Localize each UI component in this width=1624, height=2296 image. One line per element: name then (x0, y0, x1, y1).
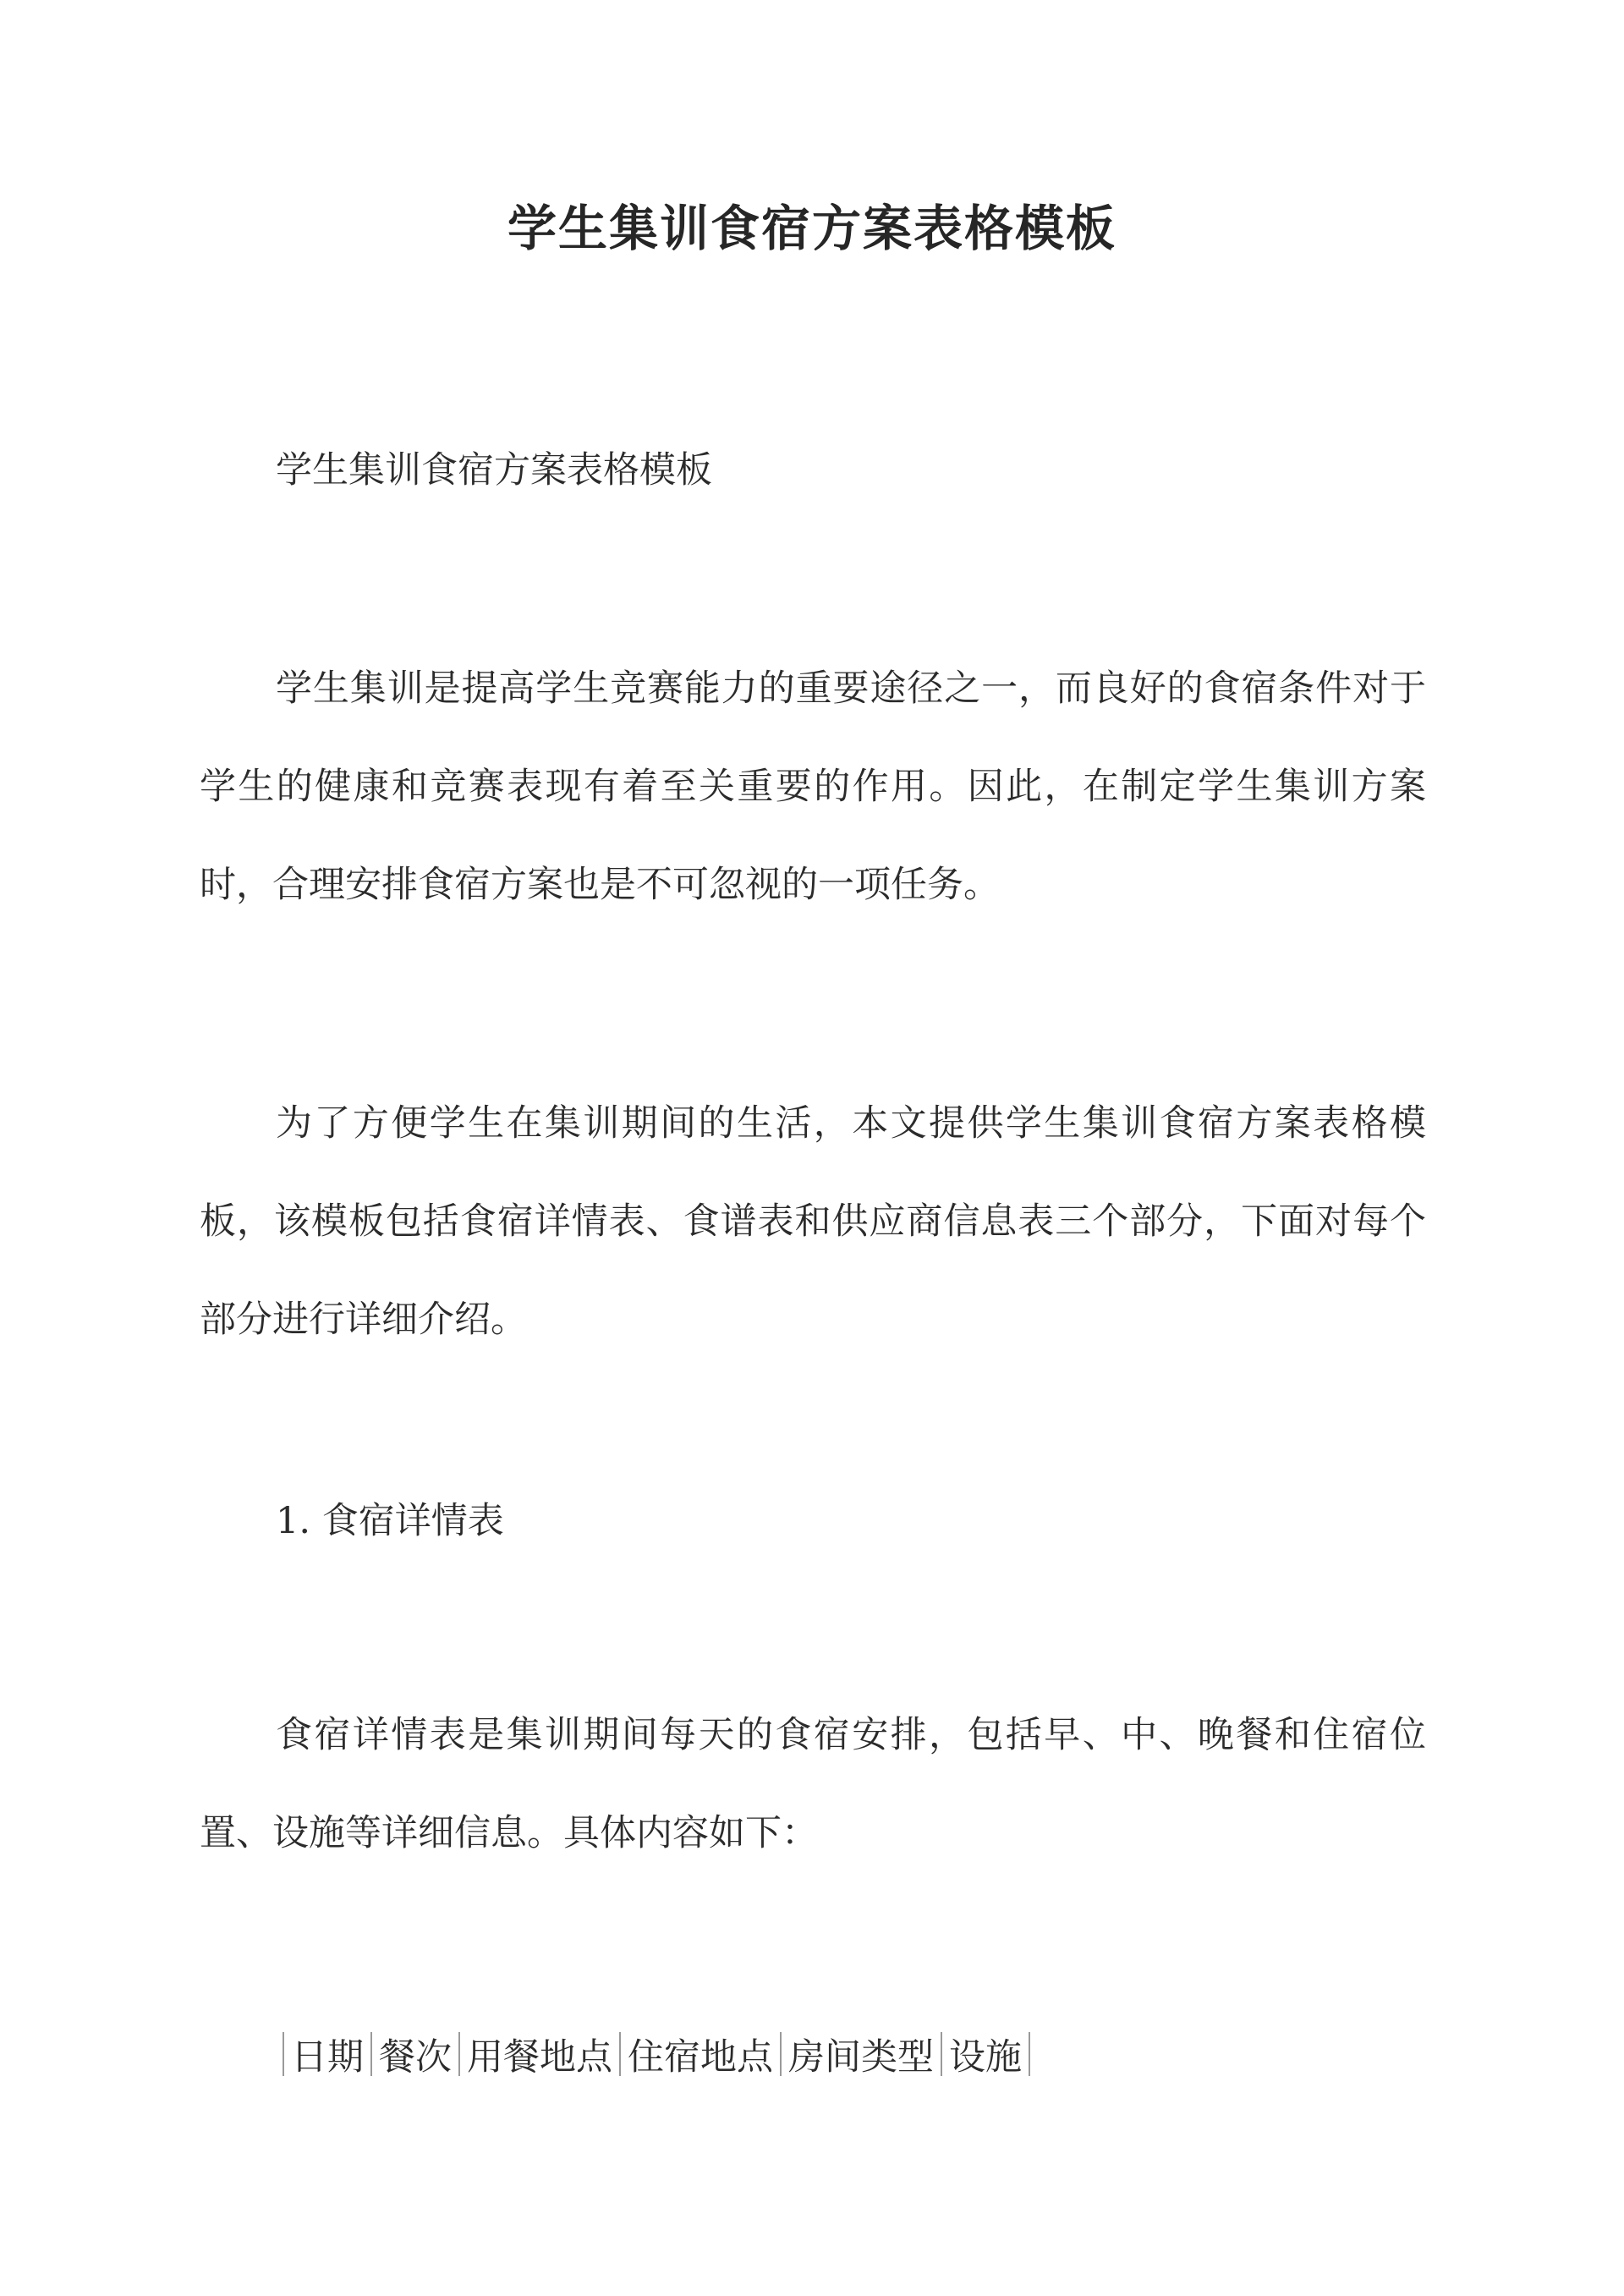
column-divider (458, 2032, 460, 2076)
table-header-meal: 餐次 (379, 2035, 452, 2079)
column-divider (283, 2032, 284, 2076)
column-divider (1029, 2032, 1030, 2076)
intro-paragraph: 学生集训是提高学生竞赛能力的重要途径之一，而良好的食宿条件对于学生的健康和竞赛表现有着至关重要的作用。因此，在制定学生集训方案时，合理安排食宿方案也是不可忽视的一项任务。 (200, 667, 1426, 906)
table-header-dining-location: 用餐地点 (467, 2035, 612, 2079)
purpose-paragraph: 为了方便学生在集训期间的生活，本文提供学生集训食宿方案表格模板，该模板包括食宿详情表、食谱表和供应商信息表三个部分，下面对每个部分进行详细介绍。 (200, 1102, 1426, 1341)
table-header-date: 日期 (291, 2035, 364, 2079)
column-divider (619, 2032, 621, 2076)
table-header-room-type: 房间类型 (788, 2035, 934, 2079)
column-divider (941, 2032, 942, 2076)
table-header-lodging-location: 住宿地点 (628, 2035, 773, 2079)
column-divider (370, 2032, 372, 2076)
section-paragraph: 食宿详情表是集训期间每天的食宿安排，包括早、中、晚餐和住宿位置、设施等详细信息。具体内容如下： (200, 1714, 1426, 1854)
section-heading: 1. 食宿详情表 (276, 1500, 504, 1542)
table-header-facilities: 设施 (949, 2035, 1022, 2079)
document-title: 学生集训食宿方案表格模板 (507, 200, 1116, 257)
table-header-row (276, 2005, 1037, 2103)
document-subtitle: 学生集训食宿方案表格模板 (276, 449, 712, 492)
column-divider (780, 2032, 782, 2076)
